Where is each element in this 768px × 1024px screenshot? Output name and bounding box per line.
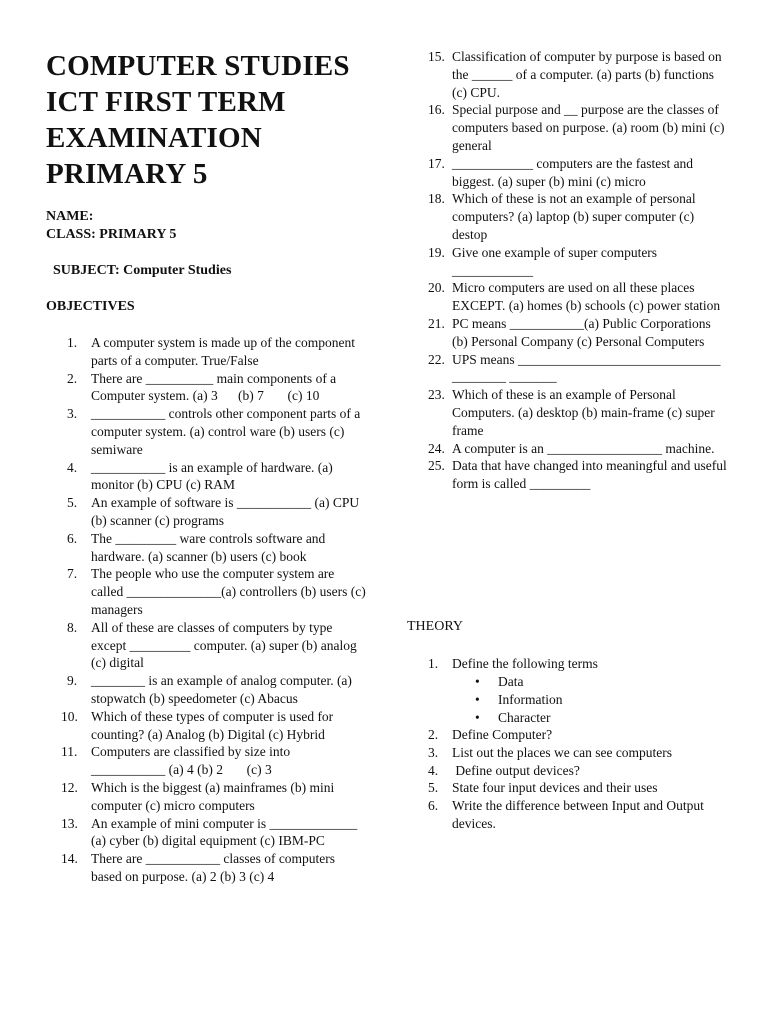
question-text: The people who use the computer system are called ______________(a) controllers (b) users (c) managers: [91, 566, 370, 617]
question-text: ________ is an example of analog computer. (a) stopwatch (b) speedometer (c) Abacus: [91, 673, 356, 706]
question-item: [46, 708, 366, 744]
question-item: [407, 386, 727, 439]
question-text: All of these are classes of computers by type except _________ computer. (a) super (b) analog (c) digital: [91, 619, 361, 671]
question-item: [46, 672, 366, 708]
term-item: • Information: [407, 691, 727, 709]
question-number: 9.: [67, 673, 78, 689]
objectives-list-left: [46, 334, 370, 886]
question-text: Computers are classified by size into ___________ (a) 4 (b) 2 (c) 3: [91, 744, 294, 778]
objectives-list-right: [407, 48, 731, 493]
question-number: 17.: [428, 155, 445, 171]
question-text: There are ___________ classes of computers based on purpose. (a) 2 (b) 3 (c) 4: [91, 851, 339, 884]
question-number: 15.: [428, 49, 445, 64]
question-text: An example of software is ___________ (a) CPU (b) scanner (c) programs: [91, 495, 363, 528]
theory-heading: THEORY: [407, 619, 463, 634]
term-item: • Character: [407, 709, 727, 727]
question-number: 11.: [61, 744, 78, 760]
theory-list-rest: [407, 726, 727, 833]
question-number: 1.: [428, 656, 439, 671]
question-number: 6.: [428, 798, 439, 814]
theory-item: [407, 744, 727, 762]
question-number: 21.: [428, 315, 445, 331]
question-item: [407, 315, 727, 351]
question-text: There are __________ main components of a Computer system. (a) 3 (b) 7 (c) 10: [91, 370, 340, 404]
question-number: 19.: [428, 244, 445, 260]
question-number: 25.: [428, 458, 445, 474]
theory-item: [407, 762, 727, 780]
question-item: [46, 619, 366, 672]
question-text: UPS means ______________________________________ _______: [452, 351, 721, 385]
name-label: NAME:: [46, 209, 94, 224]
exam-title: COMPUTER STUDIES ICT FIRST TERM EXAMINATION PRIMARY 5: [46, 50, 350, 190]
question-text: PC means ___________(a) Public Corporations (b) Personal Company (c) Personal Computers: [452, 315, 715, 349]
question-text: Which of these is not an example of personal computers? (a) laptop (b) super computer (c) destop: [452, 191, 700, 242]
question-text: Define Computer?: [452, 727, 553, 742]
question-text: Special purpose and __ purpose are the classes of computers based on purpose. (a) room (b) mini (c) general: [452, 102, 728, 153]
question-text: Micro computers are used on all these places EXCEPT. (a) homes (b) schools (c) power station: [452, 280, 721, 314]
question-text: Write the difference between Input and Output devices.: [452, 798, 708, 831]
question-item: [407, 48, 727, 101]
question-text: List out the places we can see computers: [452, 744, 673, 760]
question-text: ___________ controls other component parts of a computer system. (a) control ware (b) users (c) semiware: [91, 406, 364, 457]
question-text: The _________ ware controls software and hardware. (a) scanner (b) users (c) book: [91, 530, 329, 564]
question-number: 3.: [67, 406, 78, 422]
question-number: 6.: [67, 530, 78, 546]
question-number: 2.: [67, 370, 78, 386]
term-item: • Data: [407, 673, 727, 691]
objectives-heading: OBJECTIVES: [46, 299, 135, 314]
terms-list: [407, 673, 727, 726]
question-item: [46, 459, 366, 495]
theory-item: [407, 779, 727, 797]
question-text: Define output devices?: [452, 762, 580, 778]
question-item: [46, 494, 366, 530]
question-text: State four input devices and their uses: [452, 780, 658, 796]
question-item: [46, 815, 366, 851]
question-number: 5.: [428, 780, 439, 796]
question-number: 2.: [428, 727, 439, 742]
question-number: 20.: [428, 280, 445, 296]
question-text: Define the following terms: [452, 656, 598, 671]
question-number: 7.: [67, 566, 78, 582]
question-item: [46, 405, 366, 458]
question-text: ___________ is an example of hardware. (a) monitor (b) CPU (c) RAM: [91, 459, 337, 493]
question-text: Data that have changed into meaningful and useful form is called _________: [452, 458, 731, 492]
question-number: 13.: [61, 815, 78, 831]
question-item: [46, 370, 366, 406]
question-number: 5.: [67, 495, 78, 511]
question-number: 3.: [428, 744, 439, 760]
question-number: 16.: [428, 102, 445, 118]
question-number: 10.: [61, 708, 78, 724]
question-item: [407, 279, 727, 315]
question-text: ____________ computers are the fastest and biggest. (a) super (b) mini (c) micro: [452, 155, 697, 189]
question-number: 4.: [67, 459, 78, 475]
question-number: 1.: [67, 335, 78, 350]
question-item: [407, 457, 731, 493]
question-item: [46, 743, 366, 779]
question-number: 23.: [428, 387, 445, 403]
theory-list: [407, 655, 727, 673]
question-item: [407, 101, 727, 154]
question-number: 14.: [61, 851, 78, 867]
question-text: Give one example of super computers ____________: [452, 244, 661, 278]
question-number: 8.: [67, 619, 78, 635]
question-text: An example of mini computer is _____________ (a) cyber (b) digital equipment (c) IBM-PC: [91, 815, 361, 849]
question-text: Classification of computer by purpose is based on the ______ of a computer. (a) parts (b) functions (c) CPU.: [452, 49, 725, 100]
question-item: [46, 779, 366, 815]
question-text: Which of these types of computer is used for counting? (a) Analog (b) Digital (c) Hybrid: [91, 708, 337, 742]
question-item: [407, 440, 727, 458]
question-number: 18.: [428, 191, 445, 207]
question-item: [407, 244, 727, 280]
class-label: CLASS: PRIMARY 5: [46, 227, 177, 242]
question-number: 12.: [61, 779, 78, 795]
question-text: Which of these is an example of Personal Computers. (a) desktop (b) main-frame (c) super frame: [452, 387, 719, 438]
question-number: 22.: [428, 351, 445, 367]
question-item: [407, 155, 727, 191]
question-text: A computer is an _________________ machine.: [452, 440, 715, 456]
theory-item: [407, 726, 727, 744]
question-text: Which is the biggest (a) mainframes (b) mini computer (c) micro computers: [91, 779, 338, 813]
question-item: [46, 334, 366, 370]
question-item: [46, 530, 366, 566]
question-item: [46, 565, 370, 618]
question-number: 24.: [428, 440, 445, 456]
theory-item: [407, 797, 727, 833]
question-number: 4.: [428, 762, 439, 778]
theory-item: [407, 655, 727, 673]
subject-label: SUBJECT: Computer Studies: [53, 263, 232, 278]
question-item: [46, 850, 366, 886]
question-item: [407, 351, 727, 387]
question-item: [407, 190, 727, 243]
question-text: A computer system is made up of the component parts of a computer. True/False: [91, 335, 359, 368]
